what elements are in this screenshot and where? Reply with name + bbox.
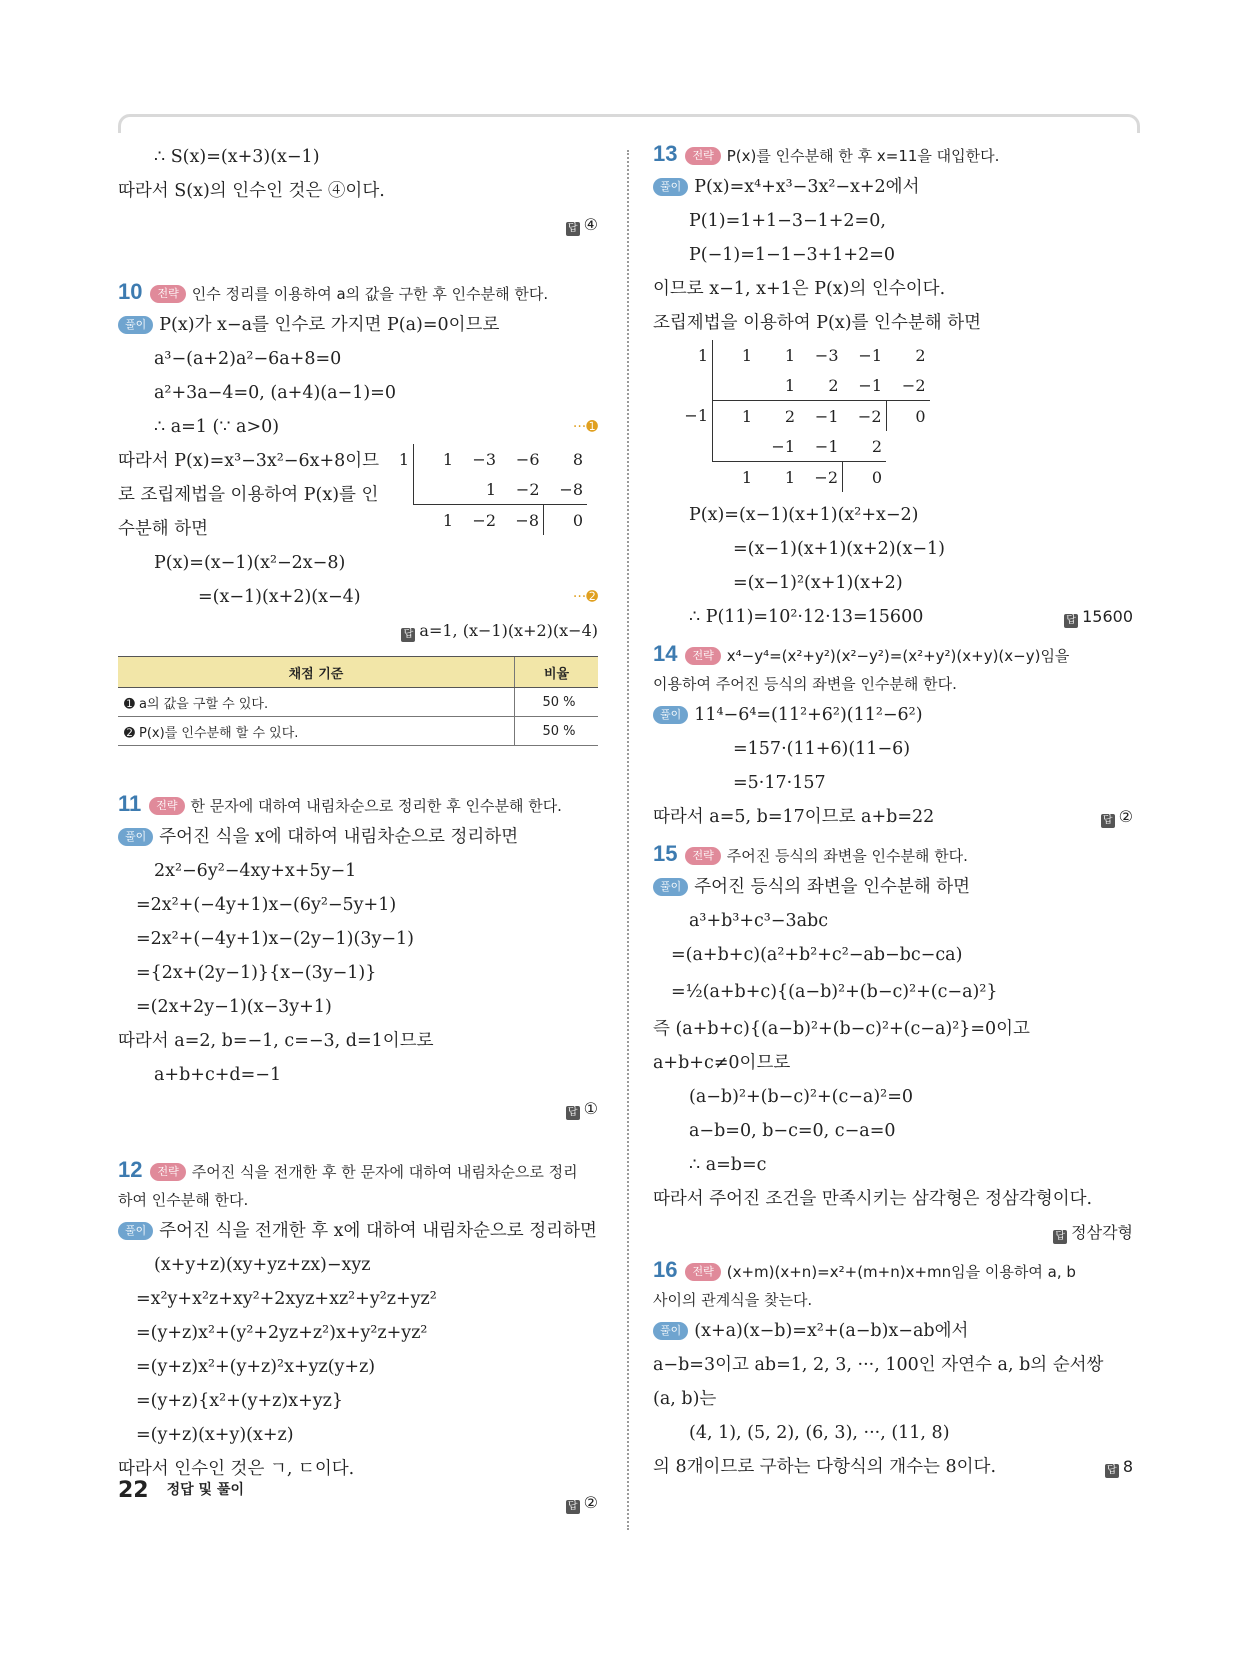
q10-line: a³−(a+2)a²−6a+8=0 — [154, 349, 342, 369]
q15-line: =½(a+b+c){(a−b)²+(b−c)²+(c−a)²} — [671, 982, 998, 1002]
q15-line: 즉 (a+b+c){(a−b)²+(b−c)²+(c−a)²}=0이고 — [653, 1019, 1030, 1039]
question-number: 16 — [653, 1257, 678, 1282]
left-column — [118, 140, 598, 1520]
q15-line: a³+b³+c³−3abc — [689, 911, 829, 931]
strategy-text: 주어진 식을 전개한 후 한 문자에 대하여 내림차순으로 정리 — [191, 1163, 578, 1181]
q11-line: =(2x+2y−1)(x−3y+1) — [136, 997, 332, 1017]
q10-line: P(x)=(x−1)(x²−2x−8) — [154, 553, 346, 573]
q12-line: =(y+z)x²+(y²+2yz+z²)x+y²z+yz² — [136, 1323, 428, 1343]
answer-icon: 답 — [1064, 614, 1078, 628]
q14-line: =157·(11+6)(11−6) — [733, 739, 911, 759]
right-column — [653, 140, 1133, 1484]
q10-line: ∴ a=1 (∵ a>0) ···➊ — [118, 410, 598, 444]
q14-answer: 답 ② — [1101, 800, 1133, 834]
q11-line: 따라서 a=2, b=−1, c=−3, d=1이므로 — [118, 1031, 434, 1051]
q12-header — [118, 1156, 598, 1186]
q15-answer: 답 정삼각형 — [653, 1216, 1133, 1250]
q12-line: =(y+z){x²+(y+z)x+yz} — [136, 1391, 343, 1411]
q16-header — [653, 1256, 1133, 1286]
grading-cell: 50 % — [515, 688, 599, 717]
q14-line: 풀이 11⁴−6⁴=(11²+6²)(11²−6²) — [653, 698, 1133, 732]
solution-tag: 풀이 — [118, 828, 153, 846]
q11-line: ={2x+(2y−1)}{x−(3y−1)} — [136, 963, 377, 983]
strategy-tag: 전략 — [685, 847, 720, 865]
solution-tag: 풀이 — [653, 178, 688, 196]
q15-line: =(a+b+c)(a²+b²+c²−ab−bc−ca) — [671, 945, 963, 965]
grading-header: 비율 — [515, 657, 599, 688]
grading-cell: ➊ a의 값을 구할 수 있다. — [118, 688, 515, 717]
q13-line: 이므로 x−1, x+1은 P(x)의 인수이다. — [653, 279, 946, 299]
question-number: 13 — [653, 141, 678, 166]
q15-line: ∴ a=b=c — [689, 1155, 767, 1175]
q13-line: P(1)=1+1−3−1+2=0, — [689, 211, 886, 231]
q11-header — [118, 790, 598, 820]
solution-tag: 풀이 — [653, 706, 688, 724]
q15-line: a+b+c≠0이므로 — [653, 1053, 791, 1073]
q10-line: a²+3a−4=0, (a+4)(a−1)=0 — [154, 383, 396, 403]
q13-line: ∴ P(11)=10²·12·13=15600 답 15600 — [653, 600, 1133, 634]
q14-line: 따라서 a=5, b=17이므로 a+b=22 답 ② — [653, 800, 1133, 834]
page-footer — [118, 1478, 244, 1503]
q11-answer: 답 ① — [118, 1092, 598, 1126]
q15-line: 따라서 주어진 조건을 만족시키는 삼각형은 정삼각형이다. — [653, 1189, 1093, 1209]
q12-line: =x²y+x²z+xy²+2xyz+xz²+y²z+yz² — [136, 1289, 437, 1309]
strategy-tag: 전략 — [149, 797, 184, 815]
solution-tag: 풀이 — [118, 316, 153, 334]
answer-icon: 답 — [1101, 814, 1115, 828]
q12-line: =(y+z)x²+(y+z)²x+yz(y+z) — [136, 1357, 376, 1377]
q16-line: 풀이 (x+a)(x−b)=x²+(a−b)x−ab에서 — [653, 1314, 1133, 1348]
q13-line: =(x−1)(x+1)(x+2)(x−1) — [733, 539, 945, 559]
q11-line: a+b+c+d=−1 — [154, 1065, 282, 1085]
strategy-text: 이용하여 주어진 등식의 좌변을 인수분해 한다. — [653, 675, 957, 693]
page-number: 22 — [118, 1478, 149, 1503]
q13-line: =(x−1)²(x+1)(x+2) — [733, 573, 903, 593]
q16-answer: 답 8 — [1105, 1450, 1133, 1484]
strategy-text: 사이의 관계식을 찾는다. — [653, 1291, 813, 1309]
q14-line: =5·17·157 — [733, 773, 826, 793]
q15-line: a−b=0, b−c=0, c−a=0 — [689, 1121, 896, 1141]
q12-line: 따라서 인수인 것은 ㄱ, ㄷ이다. — [118, 1459, 355, 1479]
answer-icon: 답 — [1105, 1464, 1119, 1478]
q16-line: (a, b)는 — [653, 1389, 717, 1409]
question-number: 15 — [653, 841, 678, 866]
strategy-text: 한 문자에 대하여 내림차순으로 정리한 후 인수분해 한다. — [190, 797, 562, 815]
strategy-tag: 전략 — [685, 147, 720, 165]
q10-line: 풀이 P(x)가 x−a를 인수로 가지면 P(a)=0이므로 — [118, 308, 598, 342]
q10-synthetic-division: 1 1 −3 −6 8 1 −2 −8 1 −2 −8 0 — [388, 444, 587, 535]
q13-line: 조립제법을 이용하여 P(x)를 인수분해 하면 — [653, 313, 982, 333]
q14-header — [653, 640, 1133, 670]
step-mark-2: ···➋ — [572, 589, 598, 605]
q13-answer: 답 15600 — [1064, 600, 1133, 634]
q11-line: 2x²−6y²−4xy+x+5y−1 — [154, 861, 357, 881]
q13-line: P(−1)=1−1−3+1+2=0 — [689, 245, 896, 265]
q13-synthetic-division: 1 1 1 −3 −1 2 1 2 −1 −2 −1 1 2 −1 −2 0 −1 −1 2 1 1 −2 0 — [683, 340, 930, 492]
q15-line: (a−b)²+(b−c)²+(c−a)²=0 — [689, 1087, 913, 1107]
q10-synth-block — [118, 444, 598, 546]
top-border — [118, 114, 1140, 133]
q10-line: 로 조립제법을 이용하여 P(x)를 인 — [118, 485, 379, 505]
question-number: 14 — [653, 641, 678, 666]
question-number: 11 — [118, 791, 142, 816]
solution-tag: 풀이 — [653, 1322, 688, 1340]
q12-line: (x+y+z)(xy+yz+zx)−xyz — [154, 1255, 371, 1275]
answer-icon: 답 — [1053, 1230, 1067, 1244]
q10-line: 수분해 하면 — [118, 519, 209, 539]
q12-line: 풀이 주어진 식을 전개한 후 x에 대하여 내림차순으로 정리하면 — [118, 1214, 598, 1248]
q13-line: P(x)=(x−1)(x+1)(x²+x−2) — [689, 505, 919, 525]
strategy-tag: 전략 — [150, 285, 185, 303]
q13-header — [653, 140, 1133, 170]
solution-tag: 풀이 — [653, 878, 688, 896]
q11-line: 풀이 주어진 식을 x에 대하여 내림차순으로 정리하면 — [118, 820, 598, 854]
question-number: 12 — [118, 1157, 143, 1182]
q12-answer: 답 ② — [118, 1486, 598, 1520]
q11-line: =2x²+(−4y+1)x−(6y²−5y+1) — [136, 895, 397, 915]
strategy-text: x⁴−y⁴=(x²+y²)(x²−y²)=(x²+y²)(x+y)(x−y)임을 — [726, 647, 1070, 665]
q9-line: 따라서 S(x)의 인수인 것은 ④이다. — [118, 181, 385, 201]
q10-line: =(x−1)(x+2)(x−4) ···➋ — [118, 580, 598, 614]
q16-line: 의 8개이므로 구하는 다항식의 개수는 8이다. 답 8 — [653, 1450, 1133, 1484]
strategy-tag: 전략 — [685, 1263, 720, 1281]
grading-cell: ➋ P(x)를 인수분해 할 수 있다. — [118, 717, 515, 746]
q13-line: 풀이 P(x)=x⁴+x³−3x²−x+2에서 — [653, 170, 1133, 204]
strategy-tag: 전략 — [150, 1163, 185, 1181]
step-mark-1: ···➊ — [572, 419, 598, 435]
answer-icon: 답 — [401, 628, 415, 642]
strategy-text: P(x)를 인수분해 한 후 x=11을 대입한다. — [726, 147, 1000, 165]
solution-tag: 풀이 — [118, 1222, 153, 1240]
grading-cell: 50 % — [515, 717, 599, 746]
answer-icon: 답 — [566, 1500, 580, 1514]
grading-header: 채점 기준 — [118, 657, 515, 688]
column-divider — [627, 150, 629, 1530]
answer-icon: 답 — [566, 1106, 580, 1120]
grading-table — [118, 656, 598, 746]
answer-icon: 답 — [566, 222, 580, 236]
q9-answer: 답 ④ — [118, 208, 598, 242]
footer-label: 정답 및 풀이 — [166, 1482, 244, 1498]
q10-header — [118, 278, 598, 308]
q12-line: =(y+z)(x+y)(x+z) — [136, 1425, 294, 1445]
q15-line: 풀이 주어진 등식의 좌변을 인수분해 하면 — [653, 870, 1133, 904]
q16-line: (4, 1), (5, 2), (6, 3), ···, (11, 8) — [689, 1423, 950, 1443]
strategy-text: 하여 인수분해 한다. — [118, 1191, 249, 1209]
q10-answer: 답 a=1, (x−1)(x+2)(x−4) — [118, 614, 598, 648]
strategy-text: 인수 정리를 이용하여 a의 값을 구한 후 인수분해 한다. — [191, 285, 549, 303]
strategy-text: 주어진 등식의 좌변을 인수분해 한다. — [726, 847, 968, 865]
q16-line: a−b=3이고 ab=1, 2, 3, ···, 100인 자연수 a, b의 순서쌍 — [653, 1355, 1104, 1375]
q10-line: 따라서 P(x)=x³−3x²−6x+8이므 — [118, 451, 380, 471]
strategy-tag: 전략 — [685, 647, 720, 665]
question-number: 10 — [118, 279, 143, 304]
strategy-text: (x+m)(x+n)=x²+(m+n)x+mn임을 이용하여 a, b — [726, 1263, 1076, 1281]
q15-header — [653, 840, 1133, 870]
q11-line: =2x²+(−4y+1)x−(2y−1)(3y−1) — [136, 929, 414, 949]
q9-line: ∴ S(x)=(x+3)(x−1) — [154, 147, 320, 167]
